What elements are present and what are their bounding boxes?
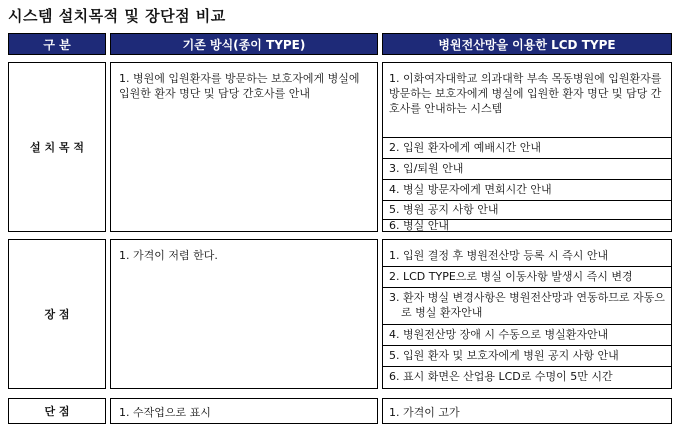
header-existing: 기존 방식(종이 TYPE) xyxy=(110,33,378,55)
row-label-purpose: 설 치 목 적 xyxy=(8,62,106,232)
disadvantages-existing-cell xyxy=(110,398,378,424)
divider xyxy=(383,345,671,346)
advantages-lcd-item-3: 3. 환자 병실 변경사항은 병원전산망과 연동하므로 자동으로 병실 환자안내 xyxy=(389,291,665,319)
divider xyxy=(383,266,671,267)
advantages-lcd-item-2: 2. LCD TYPE으로 병실 이동사항 발생시 즉시 변경 xyxy=(389,270,633,283)
purpose-lcd-item-6: 6. 병실 안내 xyxy=(389,219,449,232)
advantages-existing-cell xyxy=(110,239,378,389)
purpose-lcd-item-1: 1. 이화여자대학교 의과대학 부속 목동병원에 입원환자를 방문하는 보호자에게 병실에 입원한 환자 명단 및 담당 간호사를 안내하는 시스템 xyxy=(389,72,662,115)
purpose-lcd-item-4: 4. 병실 방문자에게 면회시간 안내 xyxy=(389,183,552,196)
purpose-lcd-item-3: 3. 입/퇴원 안내 xyxy=(389,162,464,175)
purpose-lcd-item-2: 2. 입원 환자에게 예배시간 안내 xyxy=(389,141,541,154)
disadvantages-lcd-cell xyxy=(382,398,672,424)
advantages-existing-text: 1. 가격이 저렴 한다. xyxy=(119,249,218,262)
header-category: 구 분 xyxy=(8,33,106,55)
purpose-lcd-cell xyxy=(382,62,672,232)
row-label-disadvantages: 단 점 xyxy=(8,398,106,424)
divider xyxy=(383,158,671,159)
page-title: 시스템 설치목적 및 장단점 비교 xyxy=(8,7,226,25)
header-lcd: 병원전산망을 이용한 LCD TYPE xyxy=(382,33,672,55)
advantages-lcd-item-4: 4. 병원전산망 장애 시 수동으로 병실환자안내 xyxy=(389,328,609,341)
advantages-lcd-cell xyxy=(382,239,672,389)
purpose-lcd-item-5: 5. 병원 공지 사항 안내 xyxy=(389,203,499,216)
disadvantages-lcd-text: 1. 가격이 고가 xyxy=(389,406,460,419)
advantages-lcd-item-6: 6. 표시 화면은 산업용 LCD로 수명이 5만 시간 xyxy=(389,370,613,383)
purpose-existing-text: 1. 병원에 입원환자를 방문하는 보호자에게 병실에 입원한 환자 명단 및 담당 간호사를 안내 xyxy=(119,72,360,100)
divider xyxy=(383,179,671,180)
divider xyxy=(383,366,671,367)
divider xyxy=(383,200,671,201)
advantages-lcd-item-5: 5. 입원 환자 및 보호자에게 병원 공지 사항 안내 xyxy=(389,349,619,362)
row-label-advantages: 장 점 xyxy=(8,239,106,389)
disadvantages-existing-text: 1. 수작업으로 표시 xyxy=(119,406,211,419)
purpose-existing-cell xyxy=(110,62,378,232)
divider xyxy=(383,324,671,325)
advantages-lcd-item-1: 1. 입원 결정 후 병원전산망 등록 시 즉시 안내 xyxy=(389,249,609,262)
divider xyxy=(383,287,671,288)
divider xyxy=(383,137,671,138)
